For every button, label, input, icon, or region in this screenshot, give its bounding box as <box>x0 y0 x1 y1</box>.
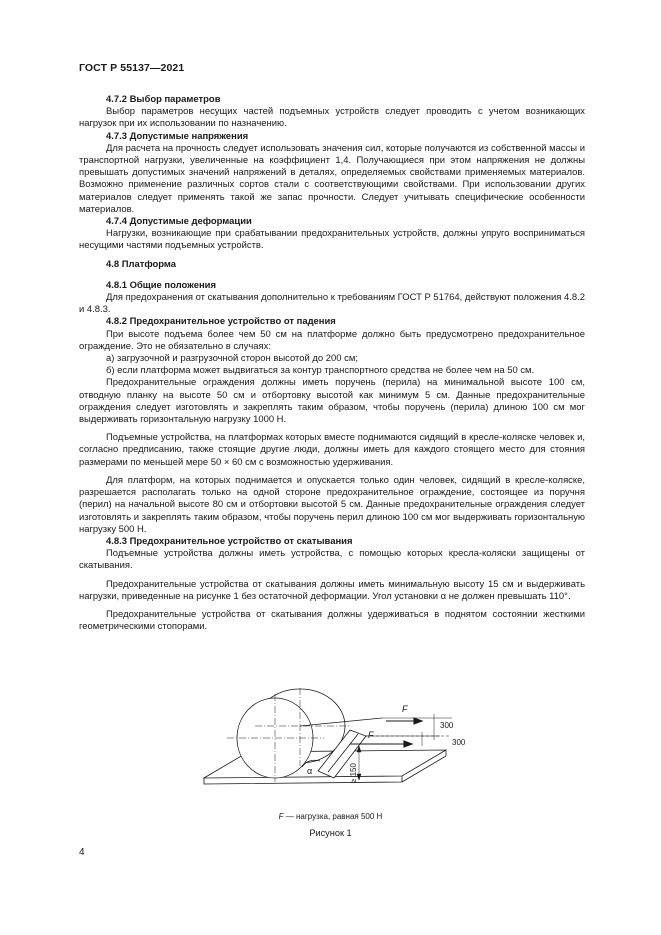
section-heading: 4.8.2 Предохранительное устройство от падения <box>106 316 336 328</box>
section-heading: 4.8.3 Предохранительное устройство от скатывания <box>106 535 353 547</box>
document-header: ГОСТ Р 55137—2021 <box>79 62 185 74</box>
dimension-300-lower: 300 <box>452 738 466 747</box>
paragraph: Для расчета на прочность следует использовать значения сил, которые получаются из собственной массы и транспортной нагрузки, увеличенные на коэффициент 1,4. Получающиеся при этом напряжения не должны превышать допустимых значений напряжений в деталях, определяемых свойствами применяемых материалов. Возможно применение различных сортов стали с соответствующими свойствами. При использовании других материалов следует применять такой же запас прочности. Следует учитывать специфические особенности материалов. <box>79 142 585 215</box>
legend-variable: F <box>278 812 284 821</box>
figure-legend <box>0 812 661 821</box>
paragraph: Предохранительные ограждения должны иметь поручень (перила) на минимальной высоте 100 см, отводную планку на высоте 50 см и отбортовку высотой как минимум 5 см. Данные предохранительные ограждения следует изготовлять и закреплять таким образом, чтобы поручень (перила) длиною 100 см мог выдерживать горизонтальную нагрузку 1000 Н. <box>79 377 585 426</box>
paragraph: Для предохранения от скатывания дополнительно к требованиям ГОСТ Р 51764, действуют положения 4.8.2 и 4.8.3. <box>79 292 585 316</box>
paragraph: При высоте подъема более чем 50 см на платформе должно быть предусмотрено предохранительное ограждение. Это не обязательно в случаях: <box>79 328 585 352</box>
document-body <box>79 94 585 633</box>
axle <box>300 718 382 726</box>
force-label-lower: F <box>368 730 374 740</box>
section-heading: 4.8.1 Общие положения <box>106 279 216 291</box>
list-item: а) загрузочной и разгрузочной сторон высотой до 200 см; <box>106 353 358 365</box>
dimension-300-upper: 300 <box>440 721 454 730</box>
paragraph: Предохранительные устройства от скатывания должны удерживаться в поднятом состоянии жесткими геометрическими стопорами. <box>79 608 585 633</box>
angle-label: α <box>307 766 313 776</box>
dimension-150: ≥ 150 <box>349 763 358 783</box>
paragraph: Предохранительные устройства от скатывания должны иметь минимальную высоту 15 см и выдерживать нагрузки, приведенные на рисунке 1 без остаточной деформации. Угол установки α не должен превышать 110°. <box>79 578 585 602</box>
page-number: 4 <box>79 847 85 858</box>
paragraph: Подъемные устройства должны иметь устройства, с помощью которых кресла-коляски защищены от скатывания. <box>79 548 585 572</box>
paragraph: Подъемные устройства, на платформах которых вместе поднимаются сидящий в кресле-коляске человек и, согласно предписанию, также стоящие другие люди, должны иметь для каждого стоящего место для стояния размерами по меньшей мере 50 × 60 см с возможностью удерживания. <box>79 432 585 468</box>
section-heading: 4.7.3 Допустимые напряжения <box>106 130 249 142</box>
section-heading: 4.8 Платформа <box>106 258 177 270</box>
paragraph: Для платформ, на которых поднимается и опускается только один человек, сидящий в кресле-коляске, разрешается располагать только на одной стороне предохранительное ограждение, состоящее из поручня (перил) на начальной высоте 80 см и отбортовки высотой 5 см. Данные предохранительные ограждения следует изготовлять и закреплять таким образом, чтобы поручень перил длиною 100 см мог выдерживать горизонтальную нагрузку 500 Н. <box>79 474 585 535</box>
list-item: б) если платформа может выдвигаться за контур транспортного средства не более чем на 50 см. <box>106 365 535 377</box>
section-heading: 4.7.4 Допустимые деформации <box>106 216 252 228</box>
paragraph: Выбор параметров несущих частей подъемных устройств следует проводить с учетом возникающих нагрузок при их использовании по назначению. <box>79 106 585 130</box>
paragraph: Нагрузки, возникающие при срабатывании предохранительных устройств, должны упруго восприниматься несущими частями подъемных устройств. <box>79 228 585 252</box>
force-label-upper: F <box>402 704 408 714</box>
figure-1-drawing <box>200 688 470 808</box>
figure-caption: Рисунок 1 <box>309 828 352 838</box>
section-heading: 4.7.2 Выбор параметров <box>106 94 221 105</box>
legend-text: — нагрузка, равная 500 Н <box>283 812 383 821</box>
